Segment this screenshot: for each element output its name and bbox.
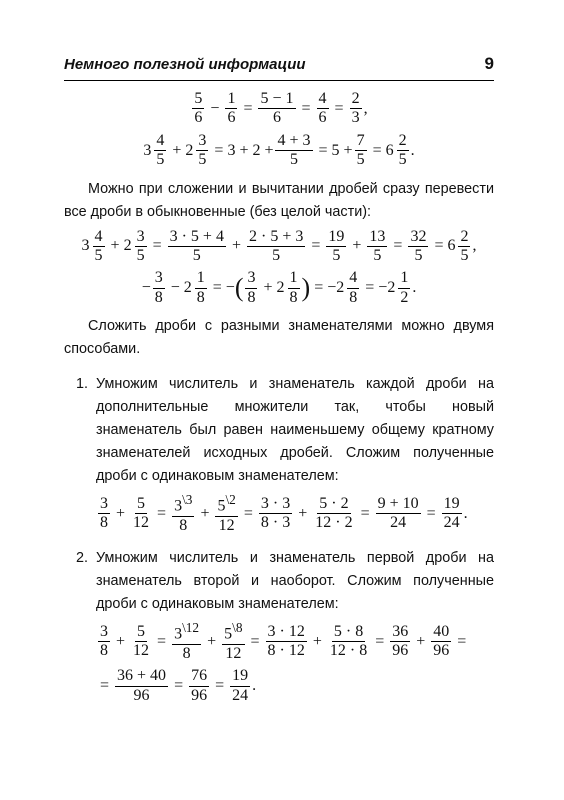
fraction: $\frac{4}{8}$ — [349, 269, 358, 306]
fraction: $\frac{3}{5}$ — [198, 131, 207, 169]
fraction: $\frac{4}{5}$ — [156, 131, 165, 169]
list-number: 2. — [76, 550, 89, 567]
fraction: $\frac{76}{96}$ — [191, 667, 208, 704]
list-item-2 — [64, 547, 494, 705]
fraction: $\frac{3}{8}$ — [100, 494, 108, 532]
fraction: $\frac{32}{5}$ — [410, 227, 427, 264]
fraction: $\frac{1}{8}$ — [289, 269, 298, 306]
fraction: $\frac{5}{6}$ — [194, 90, 203, 127]
fraction: $\frac{2}{5}$ — [398, 131, 407, 169]
fraction: $\frac{4 + 3}{5}$ — [277, 131, 311, 169]
fraction: $\frac{5 - 1}{6}$ — [260, 90, 294, 127]
fraction: $\frac{3}{5}$ — [136, 227, 145, 264]
fraction: $\frac{3}{8}$ — [154, 269, 163, 306]
fraction: $\frac{3}{8}$ — [247, 269, 256, 306]
fraction: $\frac{7}{5}$ — [356, 131, 365, 169]
paragraph-1: Можно при сложении и вычитании дробей сразу перевести все дроби в обыкновенные (без целой части): — [64, 180, 494, 220]
fraction: $\frac{36}{96}$ — [392, 622, 409, 660]
fraction: $\frac{2 \cdot 5 + 3}{5}$ — [248, 227, 304, 264]
header-title: Немного полезной информации — [64, 56, 306, 73]
fraction: $\frac{3 \cdot 5 + 4}{5}$ — [169, 227, 224, 264]
fraction: $\frac{4}{6}$ — [318, 90, 327, 127]
fraction: $\frac{19}{5}$ — [328, 227, 345, 264]
fraction: $\frac{9 + 10}{24}$ — [377, 494, 419, 532]
fraction: $\frac{13}{5}$ — [369, 227, 386, 264]
list-item-text: Умножим числитель и знаменатель первой дроби на знаменатель второй и наоборот. Сложим полученные дроби с одинаковым знаменателем: — [96, 550, 494, 613]
formula-7: = $\frac{36 + 40}{96}$ = $\frac{76}{96}$ = $\frac{19}{24}$ . — [100, 667, 257, 704]
fraction: $\frac{1}{8}$ — [196, 269, 205, 306]
fraction: $\frac{5^{\backslash 8}}{12}$ — [224, 620, 243, 662]
fraction: $\frac{3^{\backslash 3}}{8}$ — [174, 492, 193, 534]
fraction: $\frac{36 + 40}{96}$ — [117, 667, 167, 704]
fraction: $\frac{19}{24}$ — [443, 494, 460, 532]
fraction: $\frac{3}{8}$ — [100, 622, 108, 660]
formula-3: 3 $\frac{4}{5}$ + 2 $\frac{3}{5}$ = $\frac{3 \cdot 5 + 4}{5}$ + $\frac{2 \cdot 5 + 3}{5}$ = $\frac{19}{5}$ + $\frac{13}{5}$ = $\frac{32}{5}$ = 6 $\frac{2}{5}$ , — [81, 227, 477, 264]
fraction: $\frac{5^{\backslash 2}}{12}$ — [217, 492, 236, 534]
formula-4: − $\frac{3}{8}$ − 2 $\frac{1}{8}$ = − ( $\frac{3}{8}$ + 2 $\frac{1}{8}$ ) = − 2 $\frac{4}{8}$ = − 2 $\frac{1}{2}$ . — [141, 269, 417, 306]
fraction: $\frac{19}{24}$ — [232, 667, 249, 704]
fraction: $\frac{3 \cdot 12}{8 \cdot 12}$ — [267, 622, 305, 660]
fraction: $\frac{5 \cdot 2}{12 \cdot 2}$ — [315, 494, 353, 532]
fraction: $\frac{3 \cdot 3}{8 \cdot 3}$ — [260, 494, 291, 532]
fraction: $\frac{5 \cdot 8}{12 \cdot 8}$ — [329, 622, 368, 660]
fraction: $\frac{3^{\backslash 12}}{8}$ — [174, 620, 200, 662]
formula-6: $\frac{3}{8}$ + $\frac{5}{12}$ = $\frac{3^{\backslash 12}}{8}$ + $\frac{5^{\backslash 8}}{12}$ = $\frac{3 \cdot 12}{8 \cdot 12}$ + $\frac{5 \cdot 8}{12 \cdot 8}$ = $\frac{36}{96}$ + $\frac{40}{96}$ = — [100, 620, 467, 662]
fraction: $\frac{40}{96}$ — [433, 622, 450, 660]
fraction: $\frac{2}{5}$ — [460, 227, 469, 264]
formula-5: $\frac{3}{8}$ + $\frac{5}{12}$ = $\frac{3^{\backslash 3}}{8}$ + $\frac{5^{\backslash 2}}{12}$ = $\frac{3 \cdot 3}{8 \cdot 3}$ + $\frac{5 \cdot 2}{12 \cdot 2}$ = $\frac{9 + 10}{24}$ = $\frac{19}{24}$ . — [100, 492, 468, 534]
fraction: $\frac{2}{3}$ — [351, 90, 360, 127]
formula-2: 3 $\frac{4}{5}$ + 2 $\frac{3}{5}$ = 3 + 2 + $\frac{4 + 3}{5}$ = 5 + $\frac{7}{5}$ = 6 $\frac{2}{5}$ . — [143, 131, 415, 169]
fraction: $\frac{1}{2}$ — [400, 269, 409, 306]
formula-1: $\frac{5}{6}$ − $\frac{1}{6}$ = $\frac{5 - 1}{6}$ = $\frac{4}{6}$ = $\frac{2}{3}$ , — [194, 90, 368, 127]
fraction: $\frac{1}{6}$ — [227, 90, 236, 127]
list-number: 1. — [76, 376, 89, 393]
list-item-text: Умножим числитель и знаменатель каждой дроби на дополнительные множители так, чтобы новый знаменатель был равен наименьшему общему кратному знаменателей исходных дробей. Сложим полученные дроби с одинаковым знаменателем: — [96, 376, 494, 485]
fraction: $\frac{5}{12}$ — [133, 622, 150, 660]
page-content — [64, 86, 494, 709]
paragraph-2: Сложить дроби с разными знаменателями можно двумя способами. — [64, 318, 494, 358]
page-number: 9 — [484, 54, 494, 73]
list-item-1 — [64, 373, 494, 535]
running-header — [64, 54, 494, 81]
fraction: $\frac{4}{5}$ — [94, 227, 103, 264]
fraction: $\frac{5}{12}$ — [133, 494, 150, 532]
